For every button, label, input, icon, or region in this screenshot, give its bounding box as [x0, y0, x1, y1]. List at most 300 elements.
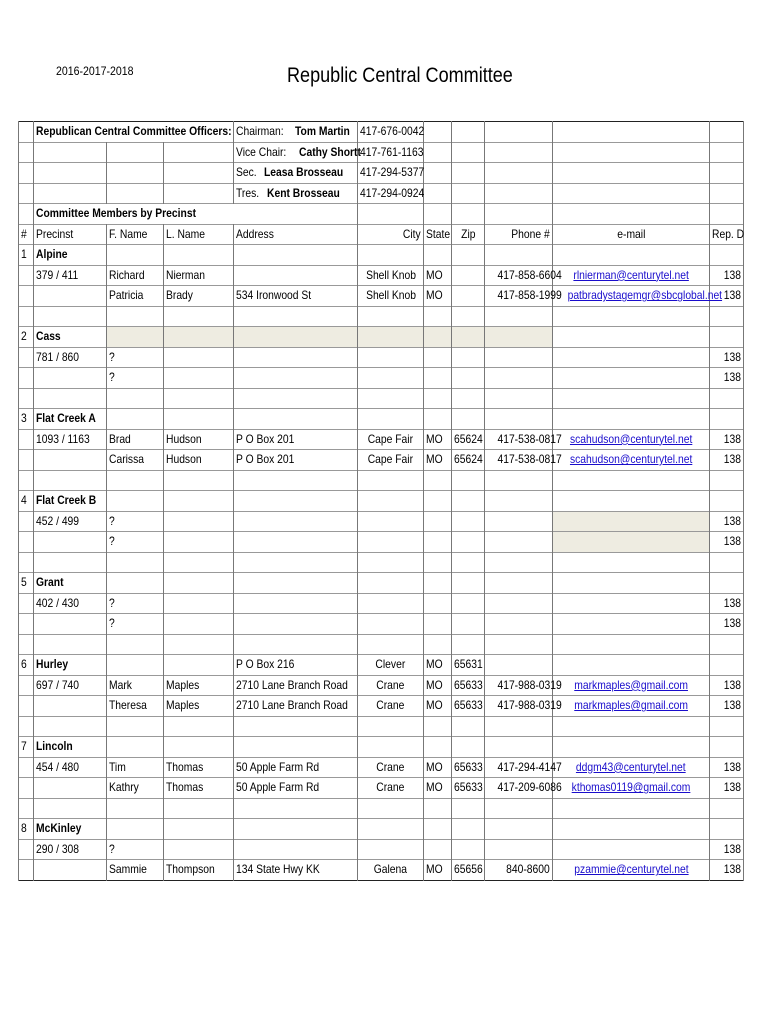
num-cell [19, 839, 34, 860]
empty-cell [358, 409, 424, 430]
member-row [19, 757, 744, 778]
empty-cell [553, 491, 710, 512]
fname-cell [107, 614, 164, 635]
empty-cell [485, 491, 553, 512]
email-cell-text[interactable]: patbradystagemgr@sbcglobal.net [567, 288, 723, 303]
num-cell [19, 286, 34, 307]
phone-cell-text: 417-538-0817 [497, 431, 562, 446]
empty-cell [452, 737, 485, 758]
email-cell [553, 532, 710, 553]
empty-cell [424, 573, 452, 594]
city-cell [358, 429, 424, 450]
zip-cell [452, 286, 485, 307]
city-cell-text: Crane [376, 677, 405, 692]
member-row [19, 532, 744, 553]
col-email-text: e-mail [616, 226, 646, 241]
city-cell [358, 450, 424, 471]
phone-cell [485, 368, 553, 389]
empty-cell [452, 634, 485, 655]
empty-cell [34, 306, 107, 327]
email-cell-text[interactable]: pzammie@centurytel.net [573, 862, 689, 877]
empty-cell [452, 388, 485, 409]
city-cell [358, 675, 424, 696]
fname-cell-text: ? [109, 841, 115, 856]
officer-name: Leasa Brosseau [264, 165, 344, 180]
lname-cell [164, 778, 234, 799]
empty-cell [34, 450, 107, 471]
city-cell [358, 286, 424, 307]
member-row [19, 593, 744, 614]
rep-cell [710, 511, 744, 532]
empty-cell [164, 327, 234, 348]
empty-cell [485, 183, 553, 204]
precinct-name-text: McKinley [36, 821, 82, 836]
spacer-row [19, 716, 744, 737]
zip-cell [452, 368, 485, 389]
lname-cell [164, 429, 234, 450]
precinct-code-text: 290 / 308 [36, 841, 80, 856]
state-cell [424, 286, 452, 307]
empty-cell [553, 655, 710, 676]
empty-cell [424, 122, 452, 143]
num-cell [19, 511, 34, 532]
officers-heading-text: Republican Central Committee Officers: [36, 124, 232, 139]
empty-cell [424, 491, 452, 512]
empty-cell [424, 737, 452, 758]
rep-cell-text: 138 [723, 595, 742, 610]
city-cell [358, 532, 424, 553]
member-row [19, 839, 744, 860]
spacer-row [19, 388, 744, 409]
member-row [19, 286, 744, 307]
precinct-num [19, 655, 34, 676]
state-cell-text: MO [426, 780, 443, 795]
fname-cell [107, 675, 164, 696]
fname-cell [107, 429, 164, 450]
precinct-num [19, 327, 34, 348]
rep-cell-text: 138 [723, 841, 742, 856]
officer-phone [358, 142, 424, 163]
empty-cell [164, 142, 234, 163]
empty-cell [234, 552, 358, 573]
empty-cell [164, 819, 234, 840]
fname-cell-text: ? [109, 349, 115, 364]
empty-cell [452, 142, 485, 163]
member-row [19, 675, 744, 696]
empty-cell [485, 245, 553, 266]
fname-cell-text: Tim [109, 759, 126, 774]
empty-cell [34, 614, 107, 635]
zip-cell-text: 65631 [454, 657, 483, 672]
empty-cell [234, 716, 358, 737]
fname-cell [107, 593, 164, 614]
empty-cell [19, 798, 34, 819]
precinct-code [34, 593, 107, 614]
empty-cell [164, 634, 234, 655]
empty-cell [424, 204, 452, 225]
phone-cell [485, 286, 562, 307]
empty-cell [107, 306, 164, 327]
zip-cell [452, 265, 485, 286]
zip-cell-text: 65624 [454, 431, 483, 446]
rep-cell [710, 347, 744, 368]
empty-cell [710, 552, 744, 573]
empty-cell [34, 552, 107, 573]
city-cell [358, 511, 424, 532]
empty-cell [710, 183, 744, 204]
city-cell [358, 757, 424, 778]
lname-cell-text: Maples [166, 698, 200, 713]
state-cell [424, 675, 452, 696]
fname-cell [107, 511, 164, 532]
state-cell [424, 265, 452, 286]
empty-cell [164, 306, 234, 327]
fname-cell [107, 839, 164, 860]
state-cell [424, 450, 452, 471]
precinct-code [34, 675, 107, 696]
num-cell [19, 347, 34, 368]
officer-role [234, 142, 361, 163]
spacer-row [19, 552, 744, 573]
empty-cell [710, 327, 744, 348]
empty-cell [553, 470, 710, 491]
empty-cell [107, 737, 164, 758]
precinct-code-text: 697 / 740 [36, 677, 80, 692]
fname-cell-text: Theresa [109, 698, 147, 713]
rep-cell-text: 138 [723, 452, 742, 467]
member-row [19, 860, 744, 881]
lname-cell-text: Thomas [166, 780, 204, 795]
empty-cell [452, 183, 485, 204]
zip-cell [452, 778, 485, 799]
empty-cell [424, 819, 452, 840]
num-cell [19, 163, 34, 184]
num-cell [19, 860, 34, 881]
empty-cell [164, 552, 234, 573]
empty-cell [553, 716, 710, 737]
zip-cell [452, 655, 485, 676]
city-cell [358, 655, 424, 676]
address-cell [234, 675, 358, 696]
precinct-name-text: Grant [36, 575, 64, 590]
empty-cell [553, 142, 710, 163]
email-cell-text[interactable]: scahudson@centurytel.net [569, 431, 693, 446]
fname-cell-text: Mark [109, 677, 132, 692]
rep-cell-text: 138 [723, 780, 742, 795]
empty-cell [358, 204, 424, 225]
empty-cell [358, 716, 424, 737]
fname-cell-text: Sammie [109, 862, 147, 877]
lname-cell [164, 593, 234, 614]
lname-cell [164, 286, 234, 307]
rep-cell [710, 778, 744, 799]
phone-cell [485, 429, 562, 450]
email-cell-text[interactable]: rlnierman@centurytel.net [573, 267, 689, 282]
col-rep [710, 224, 744, 245]
empty-cell [107, 142, 164, 163]
lname-cell [164, 347, 234, 368]
officer-phone-text: 417-294-0924 [360, 185, 425, 200]
empty-cell [452, 163, 485, 184]
phone-cell-text: 417-858-1999 [497, 288, 562, 303]
address-cell-text: 50 Apple Farm Rd [236, 780, 320, 795]
members-heading-row [19, 204, 744, 225]
empty-cell [234, 306, 358, 327]
rep-cell [710, 450, 744, 471]
empty-cell [164, 491, 234, 512]
num-cell [19, 183, 34, 204]
empty-cell [452, 552, 485, 573]
state-cell [424, 593, 452, 614]
num-cell [19, 696, 34, 717]
col-address-text: Address [236, 226, 274, 241]
state-cell-text: MO [426, 288, 443, 303]
zip-cell [452, 839, 485, 860]
email-cell [553, 696, 710, 717]
officer-phone-text: 417-294-5377 [360, 165, 425, 180]
lname-cell-text: Thomas [166, 759, 204, 774]
empty-cell [485, 737, 553, 758]
officer-role-text: Chairman: [236, 124, 284, 139]
phone-cell [485, 839, 553, 860]
city-cell-text: Clever [375, 657, 406, 672]
state-cell [424, 429, 452, 450]
empty-cell [710, 470, 744, 491]
precinct-num [19, 573, 34, 594]
fname-cell-text: Brad [109, 431, 131, 446]
spacer-row [19, 634, 744, 655]
empty-cell [553, 245, 710, 266]
empty-cell [485, 306, 553, 327]
empty-cell [107, 819, 164, 840]
precinct-num-text: 2 [21, 329, 27, 344]
officer-row [19, 183, 744, 204]
empty-cell [107, 716, 164, 737]
empty-cell [19, 716, 34, 737]
empty-cell [710, 737, 744, 758]
state-cell [424, 368, 452, 389]
precinct-num-text: 7 [21, 739, 27, 754]
lname-cell [164, 675, 234, 696]
num-cell [19, 675, 34, 696]
col-zip [452, 224, 485, 245]
empty-cell [107, 491, 164, 512]
lname-cell-text: Brady [166, 288, 193, 303]
empty-cell [485, 798, 553, 819]
address-cell [234, 696, 358, 717]
member-row [19, 696, 744, 717]
officer-phone-text: 417-676-0042 [360, 124, 425, 139]
zip-cell-text: 65633 [454, 698, 483, 713]
empty-cell [107, 183, 164, 204]
rep-cell-text: 138 [723, 288, 742, 303]
city-cell [358, 368, 424, 389]
phone-cell [485, 532, 553, 553]
email-cell-text[interactable]: markmaples@gmail.com [574, 677, 688, 692]
num-cell [19, 142, 34, 163]
zip-cell [452, 614, 485, 635]
precinct-code-text: 781 / 860 [36, 349, 80, 364]
empty-cell [452, 819, 485, 840]
email-cell-text[interactable]: markmaples@gmail.com [574, 698, 688, 713]
rep-cell [710, 860, 744, 881]
empty-cell [424, 163, 452, 184]
empty-cell [358, 306, 424, 327]
phone-cell [485, 265, 562, 286]
lname-cell [164, 450, 234, 471]
empty-cell [553, 573, 710, 594]
precinct-code [34, 839, 107, 860]
empty-cell [234, 737, 358, 758]
empty-cell [358, 737, 424, 758]
fname-cell-text: Kathry [109, 780, 139, 795]
empty-cell [553, 409, 710, 430]
officer-row [19, 142, 744, 163]
address-cell-text: 534 Ironwood St [236, 288, 312, 303]
rep-cell-text: 138 [723, 513, 742, 528]
num-cell [19, 593, 34, 614]
empty-cell [424, 388, 452, 409]
empty-cell [164, 655, 234, 676]
empty-cell [553, 737, 710, 758]
phone-cell [485, 675, 562, 696]
members-heading-text: Committee Members by Precinst [36, 206, 197, 221]
zip-cell [452, 757, 485, 778]
precinct-code-text: 379 / 411 [36, 267, 79, 282]
zip-cell-text: 65633 [454, 780, 483, 795]
empty-cell [485, 573, 553, 594]
empty-cell [34, 163, 107, 184]
email-cell [553, 347, 710, 368]
lname-cell-text: Hudson [166, 431, 202, 446]
empty-cell [234, 327, 358, 348]
officer-role-text: Sec. [236, 165, 257, 180]
empty-cell [710, 245, 744, 266]
email-cell-text[interactable]: kthomas0119@gmail.com [571, 780, 691, 795]
rep-cell [710, 265, 744, 286]
fname-cell [107, 696, 164, 717]
empty-cell [358, 798, 424, 819]
empty-cell [452, 204, 485, 225]
empty-cell [553, 183, 710, 204]
empty-cell [710, 798, 744, 819]
precinct-name [34, 245, 107, 266]
precinct-row [19, 737, 744, 758]
rep-cell-text: 138 [723, 349, 742, 364]
city-cell [358, 593, 424, 614]
precinct-row [19, 819, 744, 840]
state-cell [424, 511, 452, 532]
empty-cell [107, 552, 164, 573]
precinct-num-text: 4 [21, 493, 27, 508]
spacer-row [19, 798, 744, 819]
empty-cell [234, 573, 358, 594]
col-precinct [34, 224, 107, 245]
precinct-code [34, 511, 107, 532]
num-cell [19, 122, 34, 143]
zip-cell [452, 696, 485, 717]
address-cell [234, 511, 358, 532]
email-cell [553, 778, 710, 799]
num-cell [19, 532, 34, 553]
empty-cell [107, 798, 164, 819]
empty-cell [452, 470, 485, 491]
address-cell-text: P O Box 201 [236, 431, 295, 446]
empty-cell [34, 183, 107, 204]
empty-cell [553, 552, 710, 573]
rep-cell [710, 429, 744, 450]
precinct-name [34, 409, 107, 430]
empty-cell [107, 470, 164, 491]
empty-cell [485, 470, 553, 491]
empty-cell [164, 737, 234, 758]
empty-cell [107, 409, 164, 430]
city-cell-text: Crane [376, 759, 405, 774]
officers-heading [34, 122, 234, 143]
empty-cell [424, 409, 452, 430]
col-lname [164, 224, 234, 245]
empty-cell [710, 388, 744, 409]
col-address [234, 224, 358, 245]
phone-cell-text: 417-538-0817 [497, 452, 562, 467]
state-cell [424, 614, 452, 635]
phone-cell-text: 840-8600 [506, 862, 551, 877]
email-cell [553, 757, 710, 778]
empty-cell [424, 183, 452, 204]
rep-cell-text: 138 [723, 862, 742, 877]
empty-cell [358, 327, 424, 348]
empty-cell [710, 306, 744, 327]
address-cell [234, 655, 358, 676]
precinct-row [19, 655, 744, 676]
precinct-name [34, 819, 107, 840]
empty-cell [710, 122, 744, 143]
empty-cell [710, 163, 744, 184]
member-row [19, 429, 744, 450]
empty-cell [553, 819, 710, 840]
city-cell [358, 839, 424, 860]
col-phone [485, 224, 553, 245]
officer-phone [358, 163, 424, 184]
precinct-name-text: Flat Creek B [36, 493, 97, 508]
empty-cell [164, 388, 234, 409]
zip-cell-text: 65656 [454, 862, 483, 877]
empty-cell [358, 491, 424, 512]
empty-cell [485, 327, 553, 348]
zip-cell [452, 429, 485, 450]
col-phone-text: Phone # [511, 226, 551, 241]
empty-cell [164, 245, 234, 266]
empty-cell [164, 798, 234, 819]
email-cell-text[interactable]: ddgm43@centurytel.net [576, 759, 686, 774]
precinct-code [34, 757, 107, 778]
city-cell [358, 614, 424, 635]
precinct-num [19, 409, 34, 430]
city-cell [358, 347, 424, 368]
phone-cell [485, 696, 562, 717]
rep-cell [710, 593, 744, 614]
email-cell-text[interactable]: scahudson@centurytel.net [569, 452, 693, 467]
empty-cell [424, 306, 452, 327]
empty-cell [107, 245, 164, 266]
email-cell [553, 860, 710, 881]
email-cell [553, 839, 710, 860]
fname-cell-text: ? [109, 370, 115, 385]
empty-cell [553, 798, 710, 819]
zip-cell-text: 65624 [454, 452, 483, 467]
precinct-name-text: Cass [36, 329, 61, 344]
member-row [19, 368, 744, 389]
